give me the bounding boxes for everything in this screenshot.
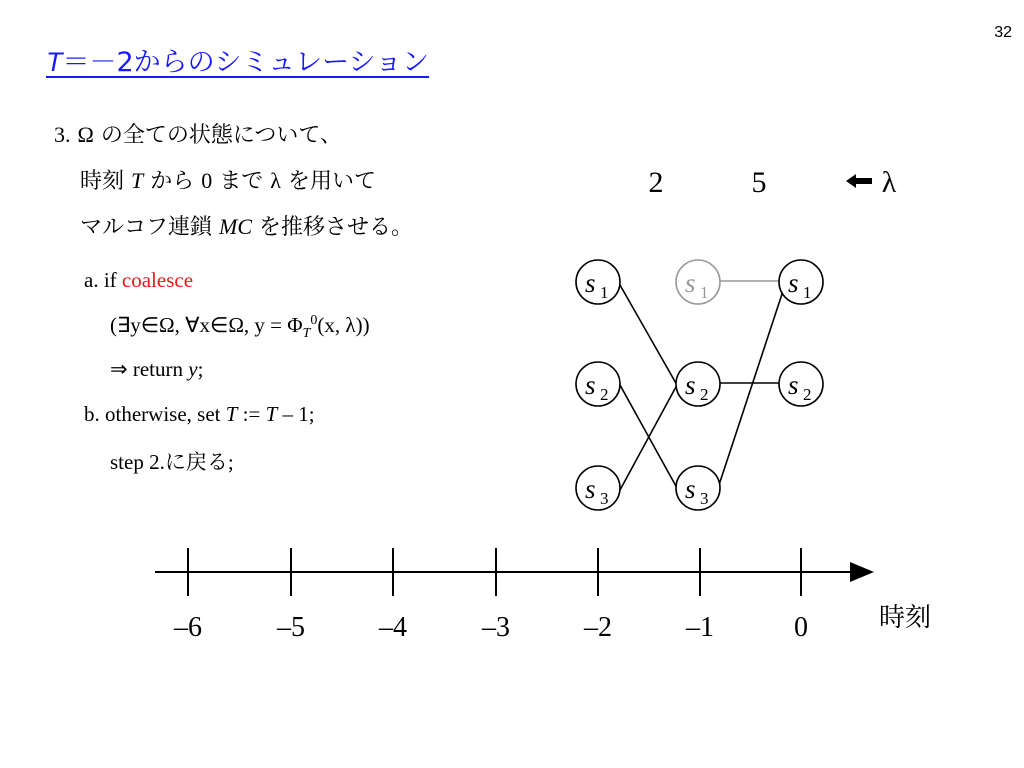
sub-b-text3: – 1;: [277, 402, 315, 426]
return-text: return: [132, 357, 189, 381]
jp-markov-chain: マルコフ連鎖: [80, 215, 213, 240]
svg-text:2: 2: [803, 385, 812, 404]
condition-subscript: T: [302, 326, 311, 342]
return-y: y: [188, 357, 198, 381]
sub-b-T1: T: [225, 402, 238, 426]
sub-a-prefix: a. if: [84, 268, 122, 292]
svg-text:3: 3: [600, 489, 609, 508]
implies-arrow: ⇒: [110, 357, 128, 381]
left-arrow-icon: [846, 174, 872, 188]
sub-b-text1: b. otherwise, set: [84, 402, 226, 426]
svg-text:3: 3: [700, 489, 709, 508]
tick-label: –2: [584, 612, 612, 643]
return-semicolon: ;: [197, 357, 204, 381]
jp-using: を用いて: [287, 169, 376, 194]
lambda-value-2: 5: [751, 166, 767, 199]
var-T: T: [131, 168, 144, 193]
svg-text:s: s: [685, 268, 696, 298]
svg-text:s: s: [585, 474, 596, 504]
sub-b-text2: :=: [237, 402, 266, 426]
state-node: [576, 260, 620, 304]
state-node: [676, 362, 720, 406]
lambda-label: λ: [881, 166, 897, 199]
step3-number: 3.: [54, 122, 71, 147]
timeline-axis-label: 時刻: [878, 603, 932, 633]
lambda-row: [649, 166, 897, 199]
timeline-labels: [173, 612, 808, 643]
svg-text:2: 2: [700, 385, 709, 404]
tick-label: –4: [379, 612, 407, 643]
title-variable: T: [46, 47, 63, 77]
jp-until: まで: [219, 169, 264, 194]
svg-text:s: s: [685, 474, 696, 504]
tick-label: –5: [277, 612, 305, 643]
edge-s1-to-s2: [620, 285, 677, 385]
sub-b-T2: T: [265, 402, 278, 426]
title-text: ＝－2からのシミュレーション: [62, 47, 430, 78]
state-node: [576, 466, 620, 510]
svg-text:1: 1: [700, 283, 709, 302]
jp-from: から: [150, 169, 195, 194]
svg-text:s: s: [788, 370, 799, 400]
tick-label: –1: [686, 612, 714, 643]
jp-transition: を推移させる。: [259, 215, 414, 240]
state-node: [576, 362, 620, 406]
tick-label: –6: [174, 612, 202, 643]
condition-tail: (x, λ)): [317, 313, 370, 337]
svg-text:2: 2: [600, 385, 609, 404]
tick-label: –3: [482, 612, 510, 643]
state-node: [779, 362, 823, 406]
step-text: step 2.: [110, 450, 165, 474]
condition-superscript: 0: [310, 313, 318, 328]
timeline: [155, 548, 931, 643]
step-jp: に戻る: [164, 450, 228, 474]
tick-label: 0: [794, 612, 808, 643]
edge-s3-to-s1: [718, 288, 784, 488]
var-MC: MC: [219, 214, 253, 239]
lambda-symbol: λ: [270, 168, 281, 193]
step3-line1-text: の全ての状態について、: [100, 123, 342, 148]
condition-text: (∃y∈Ω, ∀x∈Ω, y = Φ: [110, 313, 303, 337]
step-semicolon: ;: [227, 450, 234, 474]
state-node: [676, 466, 720, 510]
svg-text:s: s: [685, 370, 696, 400]
slide-number: 32: [994, 24, 1012, 41]
state-node: [779, 260, 823, 304]
coalesce-keyword: coalesce: [121, 268, 194, 292]
omega-symbol: Ω: [77, 122, 94, 147]
zero-value: 0: [201, 168, 213, 193]
jp-time: 時刻: [80, 169, 125, 194]
state-nodes: [576, 260, 823, 510]
svg-text:s: s: [788, 268, 799, 298]
svg-text:s: s: [585, 370, 596, 400]
state-node-faded: [676, 260, 720, 304]
svg-text:1: 1: [803, 283, 812, 302]
svg-text:s: s: [585, 268, 596, 298]
lambda-value-1: 2: [648, 166, 664, 199]
svg-text:1: 1: [600, 283, 609, 302]
